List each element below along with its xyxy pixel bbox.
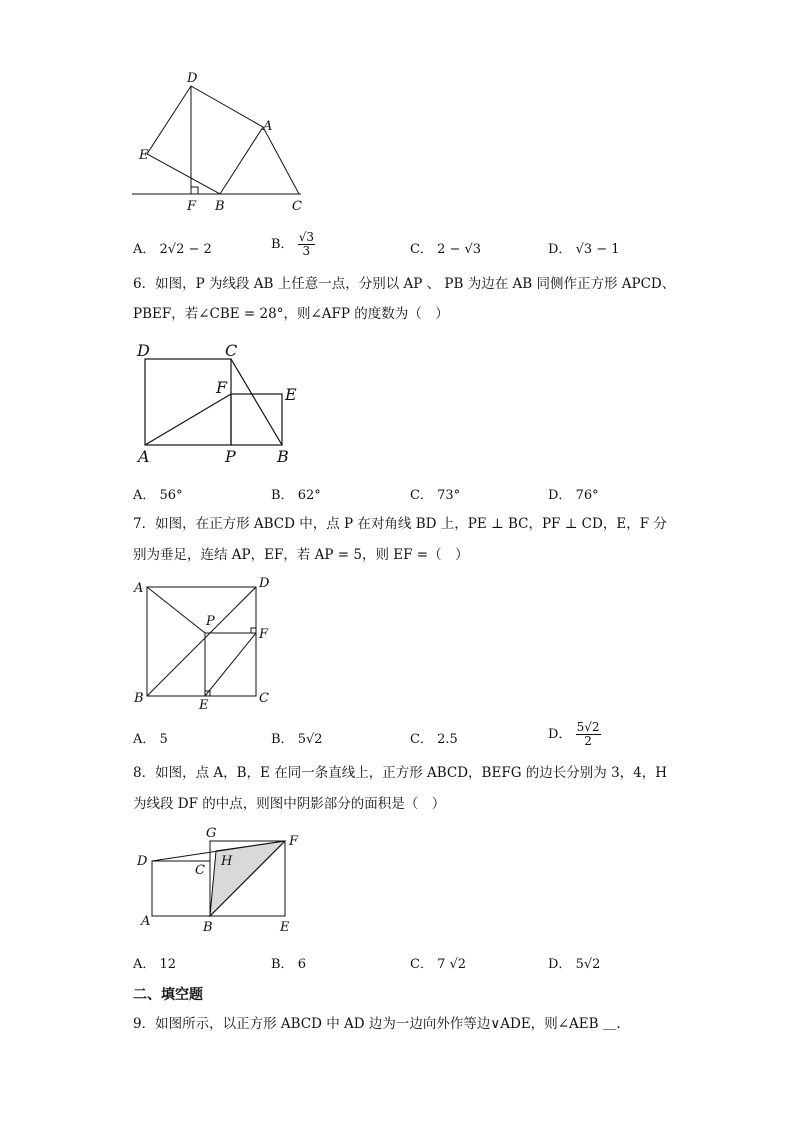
option-letter: B． [271,732,294,747]
q6-label-B: B [277,447,289,466]
q7-option-c[interactable] [410,728,458,747]
q9-stem: 9．如图所示，以正方形 ABCD 中 AD 边为一边向外作等边∨ADE，则∠AEB ＿. [133,1016,621,1032]
option-text: 2.5 [437,732,458,747]
fraction-denominator: 2 [584,734,592,748]
q8-label-F: F [289,834,299,849]
q8-label-C: C [195,863,205,878]
q7-label-D: D [259,576,270,591]
option-letter: B． [271,957,294,972]
q6-label-P: P [225,447,236,466]
q5-option-a[interactable] [133,238,212,257]
q7-stem-line2: 别为垂足，连结 AP，EF，若 AP = 5，则 EF =（ ） [133,547,469,563]
option-text: 76° [575,488,599,503]
fraction-denominator: 3 [302,244,311,258]
q8-label-E: E [280,920,290,935]
option-text: √3 − 1 [575,242,620,257]
option-letter: C． [410,957,433,972]
option-letter: A． [133,957,156,972]
option-letter: D． [548,242,572,257]
q5-option-b[interactable] [271,231,315,258]
q7-option-d[interactable] [548,721,601,748]
q7-option-a[interactable] [133,728,168,747]
fraction [298,231,315,258]
q8-option-d[interactable] [548,953,600,972]
option-letter: A． [133,488,156,503]
fraction [576,721,601,748]
q7-label-C: C [259,691,269,706]
q5-option-c[interactable] [410,238,481,257]
option-letter: A． [133,242,156,257]
option-letter: A． [133,732,156,747]
q8-option-b[interactable] [271,953,306,972]
option-letter: B． [271,488,294,503]
q8-stem-line2: 为线段 DF 的中点，则图中阴影部分的面积是（ ） [133,796,446,812]
q6-label-E: E [285,385,297,404]
option-text: 5√2 [575,957,601,972]
option-letter: D． [548,727,572,742]
q7-label-A: A [134,581,144,596]
fraction-numerator: 5√2 [576,720,600,734]
q8-label-A: A [141,914,151,929]
option-text: 5 [159,732,168,747]
q5-label-C: C [292,199,302,214]
q7-label-B: B [134,691,144,706]
q6-label-F: F [216,378,228,397]
q7-option-b[interactable] [271,728,323,747]
q7-label-F: F [259,627,269,642]
q8-label-G: G [206,826,217,841]
q6-option-a[interactable] [133,484,183,503]
option-text: 12 [159,957,177,972]
q6-option-c[interactable] [410,484,460,503]
q8-label-H: H [221,854,233,869]
option-text: 7 √2 [437,957,467,972]
q6-stem-line2: PBEF，若∠CBE = 28°，则∠AFP 的度数为（ ） [133,306,449,322]
option-text: 56° [159,488,183,503]
q5-option-d[interactable] [548,238,620,257]
q7-label-E: E [199,698,209,713]
q5-label-D: D [187,71,198,86]
q8-option-c[interactable] [410,953,466,972]
q5-label-F: F [187,199,197,214]
q6-label-C: C [225,341,238,360]
option-letter: C． [410,488,433,503]
q8-label-B: B [203,920,213,935]
q6-option-d[interactable] [548,484,599,503]
q6-label-D: D [137,341,150,360]
option-text: 6 [297,957,306,972]
option-text: 5√2 [297,732,323,747]
option-letter: D． [548,488,572,503]
section-heading: 二、填空题 [133,987,203,1003]
q8-stem-line1: 8．如图，点 A，B，E 在同一条直线上，正方形 ABCD，BEFG 的边长分别为 3，4，H [133,765,668,781]
option-letter: C． [410,242,433,257]
q5-label-B: B [215,199,225,214]
q6-figure [130,338,310,468]
q8-figure [133,824,308,936]
option-letter: C． [410,732,433,747]
q7-stem-line1: 7．如图，在正方形 ABCD 中，点 P 在对角线 BD 上，PE ⊥ BC，PF ⊥ CD，E，F 分 [133,516,667,532]
option-letter: D． [548,957,572,972]
q5-figure [125,66,315,216]
q8-label-D: D [137,854,148,869]
q8-option-a[interactable] [133,953,176,972]
option-text: 73° [437,488,461,503]
q7-label-P: P [206,614,215,629]
q6-stem-line1: 6．如图，P 为线段 AB 上任意一点，分别以 AP 、 PB 为边在 AB 同侧作正方形 APCD、 [133,276,676,292]
q5-label-A: A [263,119,273,134]
q6-option-b[interactable] [271,484,321,503]
option-text: 2 − √3 [437,242,482,257]
option-text: 62° [297,488,321,503]
option-text: 2√2 − 2 [159,242,212,257]
q6-label-A: A [138,447,150,466]
option-letter: B． [271,237,294,252]
q5-label-E: E [139,148,149,163]
fraction-numerator: √3 [298,230,314,244]
q7-figure [128,572,278,714]
